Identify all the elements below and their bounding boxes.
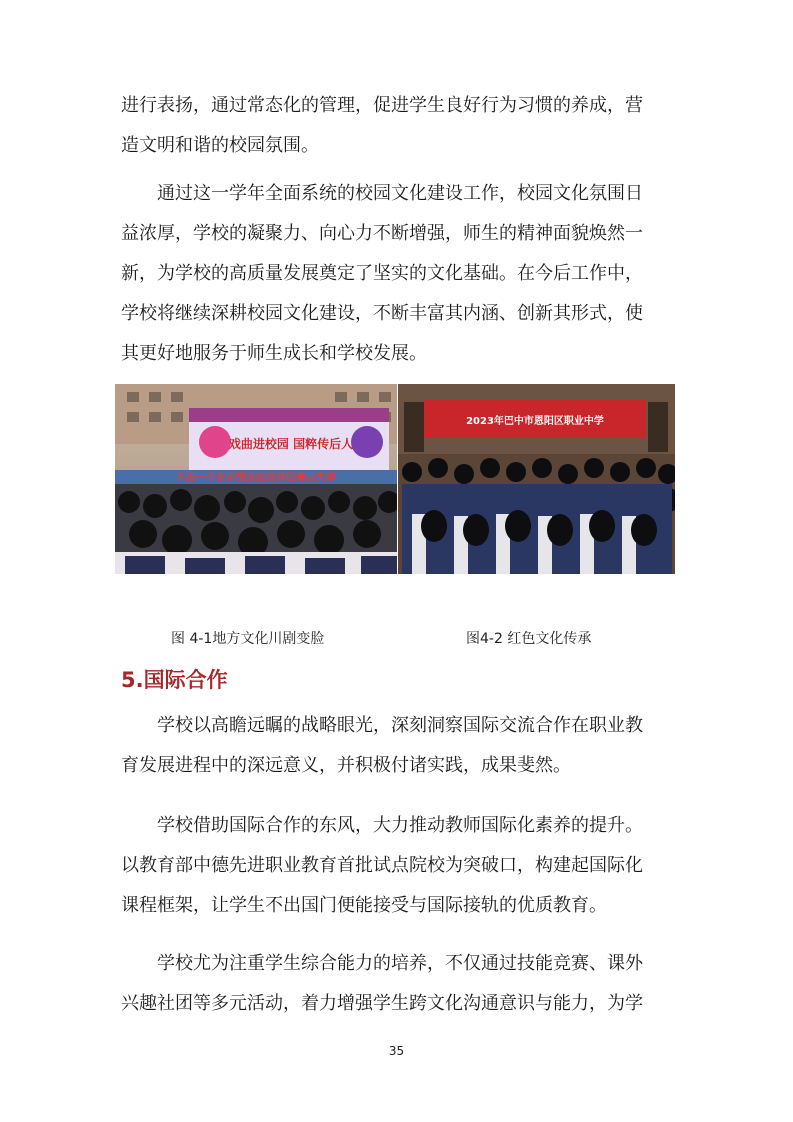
- text-line: 学校借助国际合作的东风，大力推动教师国际化素养的提升。: [121, 815, 643, 836]
- text-line: 益浓厚，学校的凝聚力、向心力不断增强，师生的精神面貌焕然一: [121, 223, 643, 244]
- photo-opera-event: [115, 384, 397, 574]
- opera-bottom-banner-text: 不忘一个家乡国家庭经济团难而失学: [176, 473, 336, 484]
- text-line: 育发展进程中的深远意义，并积极付诸实践，成果斐然。: [121, 755, 571, 776]
- page-number: 35: [388, 1044, 405, 1058]
- text-line: 造文明和谐的校园氛围。: [121, 135, 319, 156]
- text-line: 学校尤为注重学生综合能力的培养，不仅通过技能竞赛、课外: [121, 953, 643, 974]
- paragraph-2: [121, 174, 681, 374]
- text-line: 以教育部中德先进职业教育首批试点院校为突破口，构建起国际化: [121, 855, 643, 876]
- text-line: 新，为学校的高质量发展奠定了坚实的文化基础。在今后工作中，: [121, 263, 643, 284]
- text-line: 兴趣社团等多元活动，着力增强学生跨文化沟通意识与能力，为学: [121, 993, 643, 1014]
- figure-caption-right: 图4-2 红色文化传承: [466, 631, 592, 647]
- opera-banner-text: 戏曲进校园 国粹传后人: [228, 437, 354, 451]
- figure-caption-left: 图 4-1地方文化川剧变脸: [171, 631, 325, 647]
- photo-red-culture: [398, 384, 675, 574]
- red-banner-text: 2023年巴中市恩阳区职业中学: [466, 416, 604, 427]
- section-heading: 5.国际合作: [121, 668, 228, 692]
- text-line: 进行表扬，通过常态化的管理，促进学生良好行为习惯的养成，营: [121, 95, 643, 116]
- text-line: 学校将继续深耕校园文化建设，不断丰富其内涵、创新其形式，使: [121, 303, 643, 324]
- photo-row: [115, 384, 675, 574]
- text-line: 课程框架，让学生不出国门便能接受与国际接轨的优质教育。: [121, 895, 607, 916]
- section-paragraph-2: [121, 806, 681, 926]
- paragraph-1: [121, 86, 681, 166]
- text-line: 学校以高瞻远瞩的战略眼光，深刻洞察国际交流合作在职业教: [121, 715, 643, 736]
- text-line: 其更好地服务于师生成长和学校发展。: [121, 343, 427, 364]
- section-paragraph-3: [121, 944, 681, 1024]
- text-line: 通过这一学年全面系统的校园文化建设工作，校园文化氛围日: [121, 183, 643, 204]
- section-paragraph-1: [121, 706, 681, 786]
